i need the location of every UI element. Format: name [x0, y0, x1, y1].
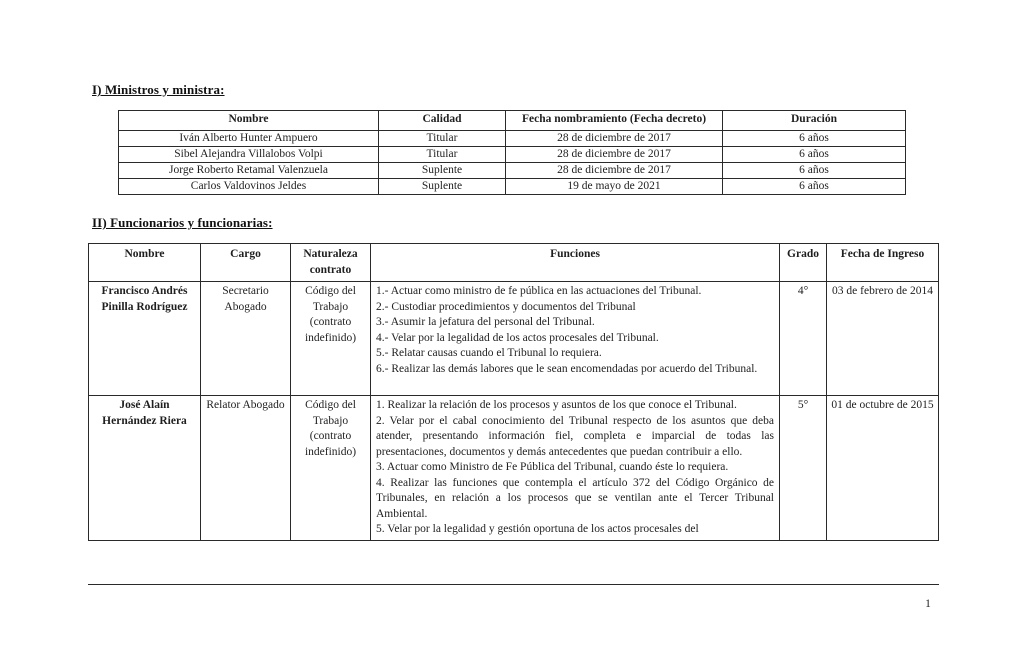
- column-header-fecha-nombramiento: Fecha nombramiento (Fecha decreto): [506, 111, 723, 131]
- funcionarios-header-row: [89, 244, 939, 282]
- funcionarios-table: [88, 243, 939, 541]
- table-row: [89, 396, 939, 541]
- column-header-cargo: Cargo: [201, 244, 291, 282]
- funcion-item: 1. Realizar la relación de los procesos y asuntos de los que conoce el Tribunal.: [376, 399, 737, 411]
- column-header-naturaleza-contrato: Naturaleza contrato: [291, 244, 371, 282]
- cell-duracion: 6 años: [723, 179, 906, 195]
- page-number: 1: [925, 598, 931, 610]
- cell-cargo: Secretario Abogado: [201, 282, 291, 396]
- ministros-table: [118, 110, 906, 195]
- cell-fecha-ingreso: 03 de febrero de 2014: [827, 282, 939, 396]
- cell-duracion: 6 años: [723, 147, 906, 163]
- cell-nombre: José Alaín Hernández Riera: [89, 396, 201, 541]
- cell-grado: 5°: [780, 396, 827, 541]
- ministros-header-row: [119, 111, 906, 131]
- cell-naturaleza-contrato: Código del Trabajo (contrato indefinido): [291, 282, 371, 396]
- cell-calidad: Titular: [379, 147, 506, 163]
- table-row: [119, 147, 906, 163]
- table-row: [119, 163, 906, 179]
- table-row: [119, 131, 906, 147]
- column-header-grado: Grado: [780, 244, 827, 282]
- funcion-item: 2. Velar por el cabal conocimiento del Tribunal respecto de los asuntos que deba atender, presentando información fiel, completa e imparcial de todas las presentaciones, documentos y demás antecedentes que puedan contribuir a ello.: [376, 414, 774, 458]
- table-row: [89, 282, 939, 396]
- cell-nombre: Iván Alberto Hunter Ampuero: [119, 131, 379, 147]
- cell-duracion: 6 años: [723, 163, 906, 179]
- section-title-funcionarios: II) Funcionarios y funcionarias:: [92, 215, 273, 230]
- cell-nombre: Sibel Alejandra Villalobos Volpi: [119, 147, 379, 163]
- funcion-item: 2.- Custodiar procedimientos y documentos del Tribunal: [376, 300, 636, 313]
- cell-fecha-ingreso: 01 de octubre de 2015: [827, 396, 939, 541]
- funcionarios-table-clip: [88, 243, 939, 585]
- funcion-item: 1.- Actuar como ministro de fe pública en las actuaciones del Tribunal.: [376, 285, 702, 297]
- funcion-item: 5. Velar por la legalidad y gestión oportuna de los actos procesales del: [376, 523, 699, 535]
- funcion-item: 5.- Relatar causas cuando el Tribunal lo requiera.: [376, 347, 602, 359]
- cell-funciones: [371, 282, 780, 396]
- funcion-item: 3.- Asumir la jefatura del personal del Tribunal.: [376, 316, 595, 328]
- cell-grado: 4°: [780, 282, 827, 396]
- column-header-nombre: Nombre: [119, 111, 379, 131]
- cell-nombre: Jorge Roberto Retamal Valenzuela: [119, 163, 379, 179]
- cell-calidad: Suplente: [379, 163, 506, 179]
- cell-nombre: Carlos Valdovinos Jeldes: [119, 179, 379, 195]
- cell-funciones: [371, 396, 780, 541]
- column-header-fecha-ingreso: Fecha de Ingreso: [827, 244, 939, 282]
- cell-duracion: 6 años: [723, 131, 906, 147]
- funcion-item: 4.- Velar por la legalidad de los actos procesales del Tribunal.: [376, 331, 659, 344]
- cell-fecha: 28 de diciembre de 2017: [506, 131, 723, 147]
- column-header-duracion: Duración: [723, 111, 906, 131]
- cell-calidad: Titular: [379, 131, 506, 147]
- funcion-item: 6.- Realizar las demás labores que le sean encomendadas por acuerdo del Tribunal.: [376, 362, 758, 375]
- cell-cargo: Relator Abogado: [201, 396, 291, 541]
- section-title-ministros: I) Ministros y ministra:: [92, 82, 225, 97]
- column-header-calidad: Calidad: [379, 111, 506, 131]
- cell-fecha: 28 de diciembre de 2017: [506, 147, 723, 163]
- cell-fecha: 19 de mayo de 2021: [506, 179, 723, 195]
- cell-naturaleza-contrato: Código del Trabajo (contrato indefinido): [291, 396, 371, 541]
- cell-calidad: Suplente: [379, 179, 506, 195]
- table-row: [119, 179, 906, 195]
- column-header-funciones: Funciones: [371, 244, 780, 282]
- funcion-item: 3. Actuar como Ministro de Fe Pública del Tribunal, cuando éste lo requiera.: [376, 461, 729, 473]
- cell-fecha: 28 de diciembre de 2017: [506, 163, 723, 179]
- funcion-item: 4. Realizar las funciones que contempla el artículo 372 del Código Orgánico de Tribunales, en relación a los procesos que se ventilan ante el Tercer Tribunal Ambiental.: [376, 476, 774, 520]
- cell-nombre: Francisco Andrés Pinilla Rodríguez: [89, 282, 201, 396]
- column-header-nombre: Nombre: [89, 244, 201, 282]
